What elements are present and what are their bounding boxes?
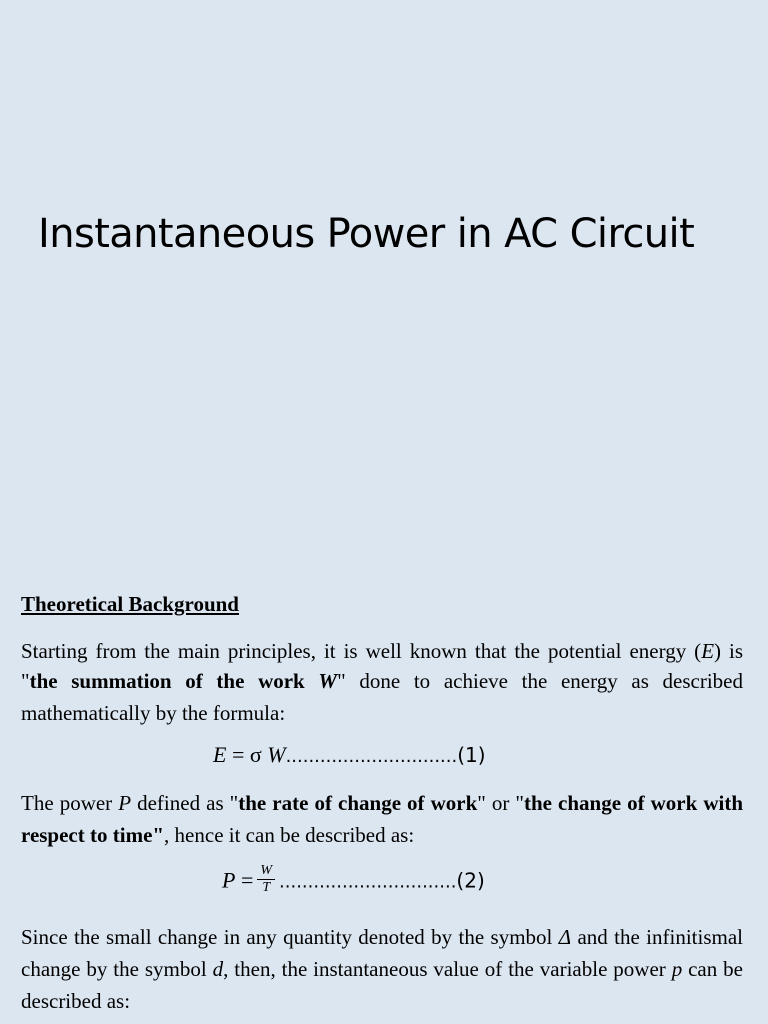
sigma-symbol: σ [249,742,262,767]
paragraph-text: " done to achieve the energy as described mathematically by the formula: [21,669,743,725]
variable-p: p [671,957,683,981]
paragraph-text: Since the small change in any quantity denoted by the symbol [21,925,559,949]
bold-phrase: the summation of the work [29,669,319,693]
bold-phrase: the rate of change of work [238,791,478,815]
bold-phrase: the change of work with respect to time" [21,791,744,847]
paragraph-instantaneous [21,922,743,1016]
equation-1 [213,742,486,768]
delta-symbol: Δ [558,925,572,949]
variable-p: P [118,791,132,815]
equation-leader-dots: ............................... [279,871,457,893]
paragraph-text: defined as " [131,791,239,815]
equation-lhs: E [213,742,227,767]
paragraph-text: Starting from the main principles, it is well known that the potential energy ( [21,639,702,663]
page-title: Instantaneous Power in AC Circuit [38,211,695,257]
paragraph-text: " or " [477,791,524,815]
equation-2 [222,863,485,899]
equation-variable: W [267,742,286,767]
paragraph-text: , hence it can be described as: [164,823,415,847]
equation-lhs: P [222,867,236,893]
equals-sign: = [231,742,245,767]
paragraph-text: The power [21,791,119,815]
variable-d: d [212,957,224,981]
section-heading: Theoretical Background [21,592,239,616]
paragraph-power [21,788,743,850]
equation-leader-dots: .............................. [285,746,458,767]
fraction-denominator: T [262,880,271,895]
paragraph-text: can be described as: [21,957,743,1013]
variable-e: E [701,639,715,663]
fraction-numerator: W [257,863,275,880]
paragraph-text: ) is " [21,639,743,693]
equation-number: (2) [456,868,485,893]
fraction [257,863,275,896]
paragraph-text: and the infinitismal change by the symbol [21,925,743,981]
equation-number: (1) [457,743,486,767]
paragraph-text: , then, the instantaneous value of the variable power [223,957,672,981]
variable-w: W [318,669,338,693]
paragraph-energy [21,636,743,728]
equals-sign: = [240,867,254,893]
